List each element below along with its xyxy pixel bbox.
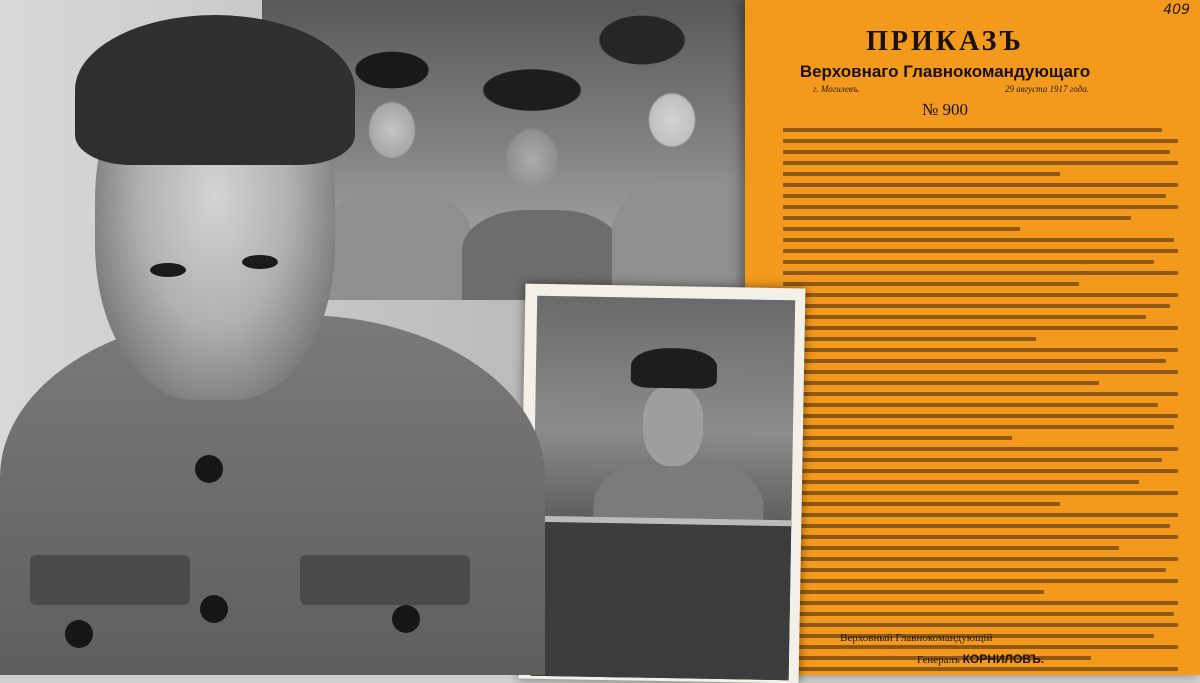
signature-title: Верховный Главнокомандующій [840,632,993,644]
decree-text-line [783,381,1099,385]
tunic-button [195,455,223,483]
decree-text-line [783,238,1174,242]
tunic-button [200,595,228,623]
decree-text-line [783,227,1020,231]
decree-text-line [783,590,1044,594]
decree-text-line [783,480,1139,484]
car-photo-image [531,296,796,680]
decree-text-line [783,172,1060,176]
decree-text-line [783,271,1178,275]
decree-text-line [783,491,1178,495]
decree-text-line [783,348,1178,352]
decree-text-line [783,370,1178,374]
decree-text-line [783,612,1174,616]
decree-text-line [783,557,1178,561]
decree-text-line [783,623,1178,627]
decree-text-line [783,568,1166,572]
decree-text-line [783,161,1178,165]
left-eye [150,263,186,277]
signature-surname: КОРНИЛОВЪ. [962,652,1045,666]
decree-text-line [783,469,1178,473]
decree-text-line [783,326,1178,330]
decree-text-line [783,260,1154,264]
tunic-pocket [30,555,190,605]
portrait-man [0,15,545,675]
decree-text-line [783,436,1012,440]
officer-face [642,386,703,467]
decree-text-line [783,359,1166,363]
decree-city: г. Могилевъ. [813,84,860,94]
officer-in-car-photo [519,284,806,683]
signature-name [917,652,1044,666]
tunic-button [392,605,420,633]
decree-text-line [783,139,1178,143]
decree-text-line [783,425,1174,429]
decree-text-line [783,513,1178,517]
decree-text-line [783,502,1060,506]
decree-text-line [783,458,1162,462]
car-door [531,516,792,680]
decree-text-line [783,403,1158,407]
decree-text-line [783,579,1178,583]
decree-title: ПРИКАЗЪ [866,26,1024,57]
decree-text-line [783,535,1178,539]
corner-note: 409 [1163,2,1190,18]
decree-text-line [783,524,1170,528]
decree-text-line [783,183,1178,187]
decree-text-line [783,667,1178,671]
decree-text-line [783,216,1131,220]
decree-text-line [783,194,1166,198]
decree-text-line [783,447,1178,451]
decree-text-line [783,282,1079,286]
decree-document [745,0,1200,675]
decree-text-line [783,293,1178,297]
decree-text-line [783,304,1170,308]
decree-text-line [783,249,1178,253]
decree-number: № 900 [922,100,968,119]
hair [75,15,355,165]
decree-body-text [783,128,1178,675]
decree-text-line [783,546,1119,550]
decree-text-line [783,150,1170,154]
tunic-pocket [300,555,470,605]
decree-text-line [783,128,1162,132]
tunic-button [65,620,93,648]
decree-text-line [783,315,1146,319]
decree-text-line [783,601,1178,605]
right-eye [242,255,278,269]
decree-text-line [783,645,1178,649]
decree-date: 29 августа 1917 года. [1005,84,1089,94]
decree-text-line [783,392,1178,396]
officer-cap [631,347,718,388]
decree-text-line [783,337,1036,341]
signature-rank: Генералъ [917,654,960,666]
decree-text-line [783,414,1178,418]
decree-text-line [783,205,1178,209]
decree-subtitle: Верховнаго Главнокомандующаго [799,62,1091,81]
